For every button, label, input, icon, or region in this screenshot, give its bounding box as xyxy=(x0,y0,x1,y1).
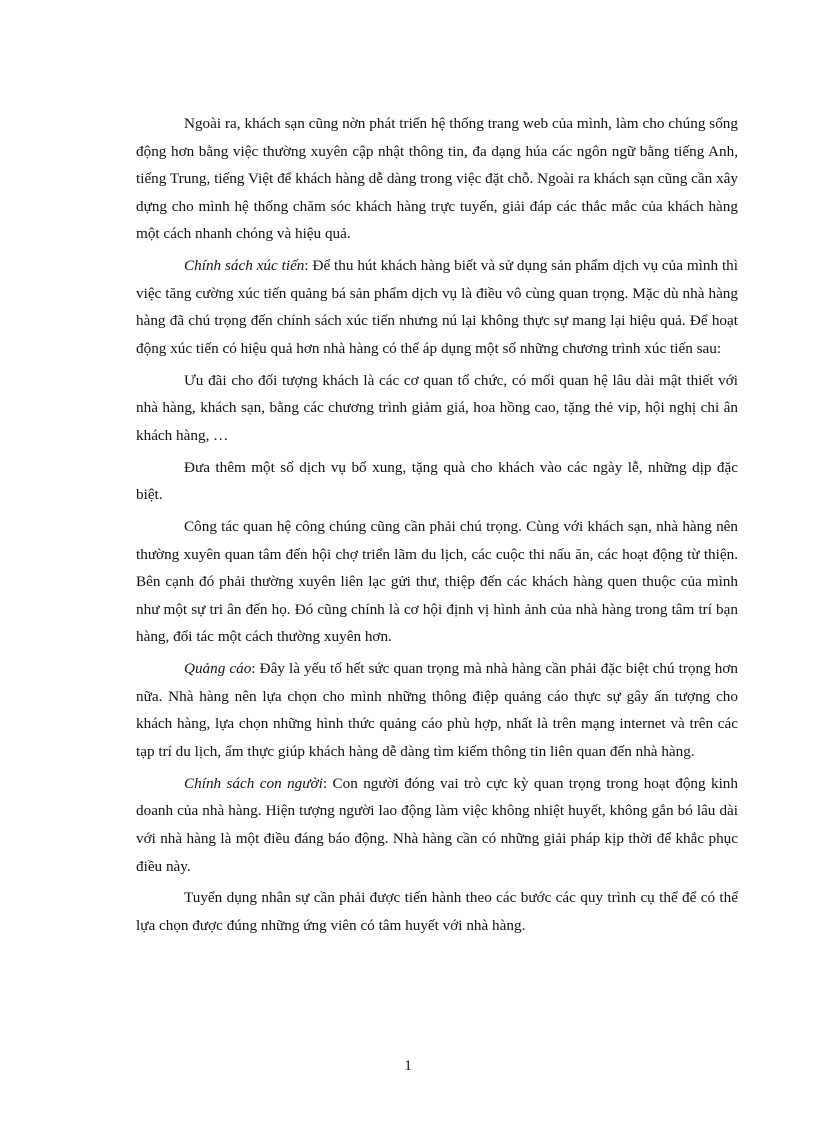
paragraph-promotion-policy xyxy=(136,252,738,362)
paragraph-heading: Chính sách con người xyxy=(184,774,323,792)
paragraph-extra-services xyxy=(136,454,738,509)
paragraph-advertising xyxy=(136,655,738,765)
paragraph-text: : Đây là yếu tố hết sức quan trọng mà nhà hàng cần phải đặc biệt chú trọng hơn nữa. Nhà hàng nên lựa chọn cho mình những thông điệp quảng cáo thực sự gây ấn tượng cho khách hàng, lựa chọn những hình thức quảng cáo phù hợp, nhất là trên mạng internet và trên các tạp trí du lịch, ẩm thực giúp khách hàng dễ dàng tìm kiếm thông tin liên quan đến nhà hàng. xyxy=(136,660,738,760)
paragraph-public-relations xyxy=(136,513,738,651)
paragraph-text: : Con người đóng vai trò cực kỳ quan trọng trong hoạt động kinh doanh của nhà hàng. Hiện tượng người lao động làm việc không nhiệt huyết, không gắn bó lâu dài với nhà hàng là một điều đáng báo động. Nhà hàng cần có những giải pháp kịp thời để khắc phục điều này. xyxy=(136,774,738,875)
paragraph-recruitment xyxy=(136,884,738,939)
paragraph-text: Ưu đãi cho đối tượng khách là các cơ quan tổ chức, có mối quan hệ lâu dài mật thiết với nhà hàng, khách sạn, bằng các chương trình giảm giá, hoa hồng cao, tặng thẻ vip, hội nghị chi ân khách hàng, … xyxy=(136,371,738,444)
paragraph-heading: Chính sách xúc tiến xyxy=(184,257,305,275)
paragraph-people-policy xyxy=(136,770,738,880)
paragraph-text: Ngoài ra, khách sạn cũng nờn phát triển hệ thống trang web của mình, làm cho chúng sống động hơn bằng việc thường xuyên cập nhật thông tin, đa dạng húa các ngôn ngữ bằng tiếng Anh, tiếng Trung, tiếng Việt để khách hàng dễ dàng trong việc đặt chỗ. Ngoài ra khách sạn cũng cần xây dựng cho mình hệ thống chăm sóc khách hàng trực tuyến, giải đáp các thắc mắc của khách hàng một cách nhanh chóng và hiệu quả. xyxy=(136,115,738,243)
document-body xyxy=(136,110,738,944)
paragraph-heading: Quảng cáo xyxy=(184,660,252,678)
page-number: 1 xyxy=(404,1057,412,1074)
paragraph-incentives xyxy=(136,367,738,450)
paragraph-text: Tuyển dụng nhân sự cần phải được tiến hành theo các bước các quy trình cụ thể để có thể lựa chọn được đúng những ứng viên có tâm huyết với nhà hàng. xyxy=(136,889,738,934)
paragraph-text: : Để thu hút khách hàng biết và sử dụng sản phẩm dịch vụ của mình thì việc tăng cường xúc tiến quảng bá sản phẩm dịch vụ là điều vô cùng quan trọng. Mặc dù nhà hàng hàng đã chú trọng đến chính sách xúc tiến nhưng nú lại không thực sự mang lại hiệu quả. Để hoạt động xúc tiến có hiệu quả hơn nhà hàng có thể áp dụng một số những chương trình xúc tiến sau: xyxy=(136,257,738,357)
paragraph-text: Công tác quan hệ công chúng cũng cần phải chú trọng. Cùng với khách sạn, nhà hàng nên thường xuyên quan tâm đến hội chợ triển lãm du lịch, các cuộc thi nấu ăn, các hoạt động từ thiện. Bên cạnh đó phải thường xuyên liên lạc gửi thư, thiệp đến các khách hàng quen thuộc của mình như một sự tri ân đến họ. Đó cũng chính là cơ hội định vị hình ảnh của nhà hàng trong tâm trí bạn hàng, đối tác một cách thường xuyên hơn. xyxy=(136,518,738,646)
paragraph-website xyxy=(136,110,738,248)
paragraph-text: Đưa thêm một số dịch vụ bổ xung, tặng quà cho khách vào các ngày lễ, những dịp đặc biệt. xyxy=(136,458,738,504)
